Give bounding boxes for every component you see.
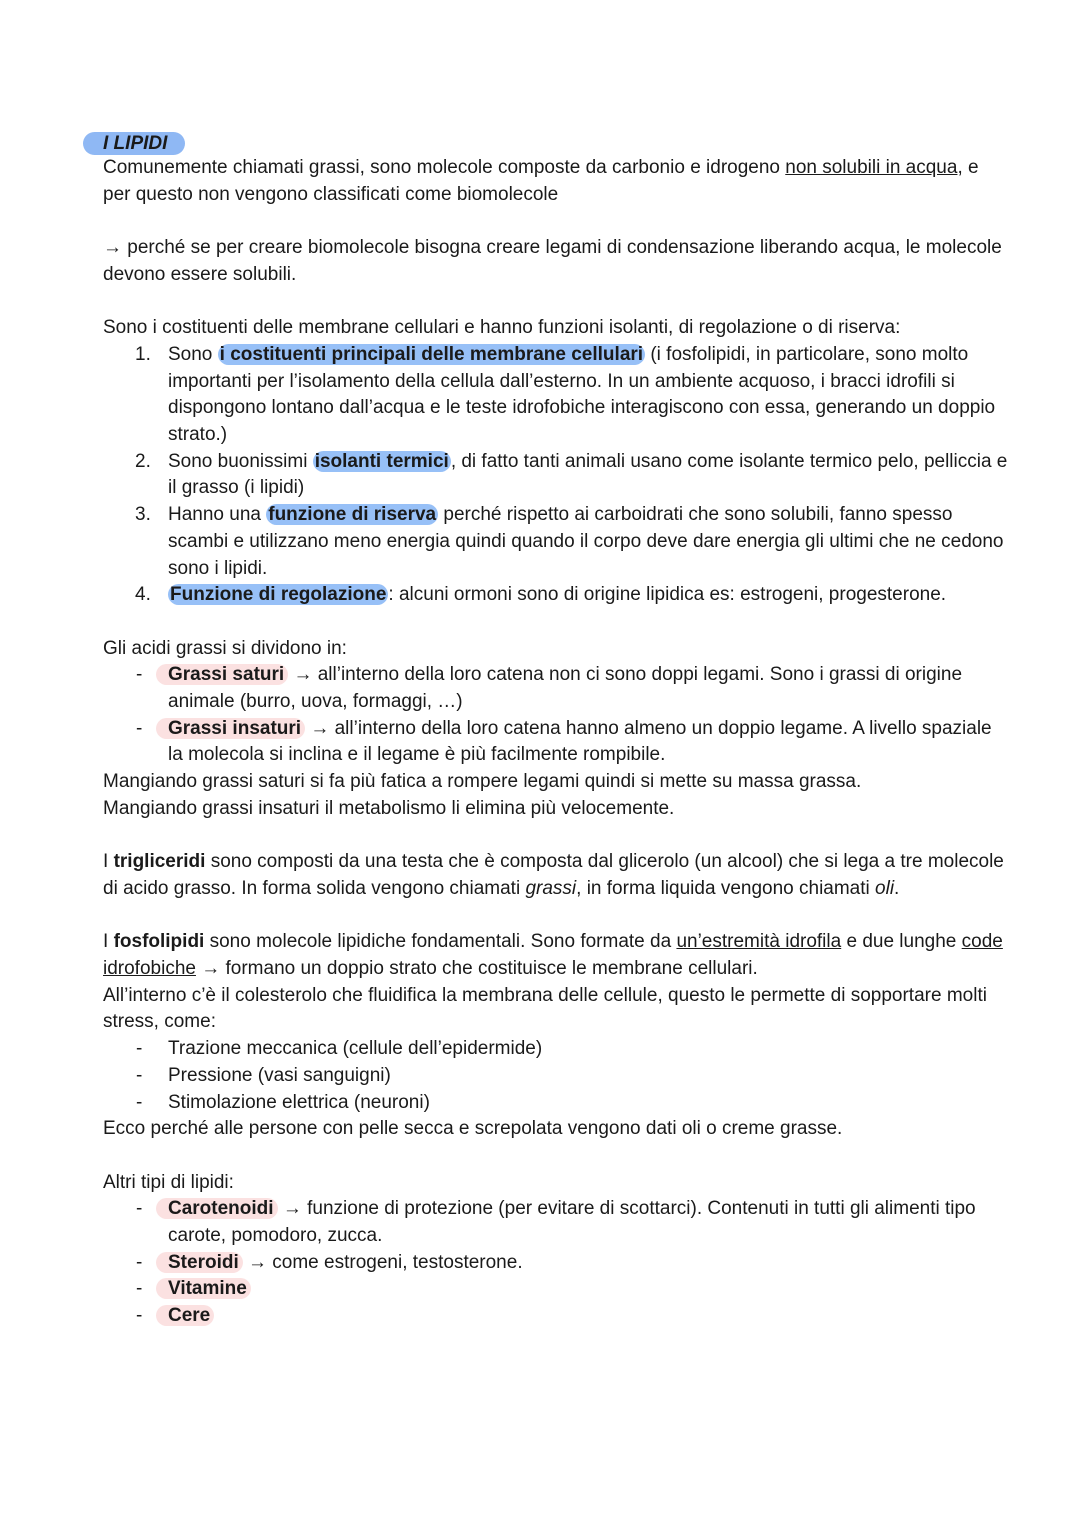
list-item: 2. Sono buonissimi isolanti termici , di fatto tanti animali usano come isolante termico pelo, pelliccia e il grasso (i lipidi) (135, 450, 1008, 499)
fatty-acids-note: Mangiando grassi insaturi il metabolismo li elimina più velocemente. (103, 797, 675, 819)
list-item: - Grassi saturi → all’interno della loro catena non ci sono doppi legami. Sono i grassi di origine animale (burro, uova, formaggi, …) (136, 664, 963, 713)
list-item: - Steroidi → come estrogeni, testosterone. (136, 1251, 523, 1273)
stress-list (103, 1036, 1010, 1116)
highlight: Vitamine (156, 1278, 251, 1299)
section-title: I LIPIDI (83, 132, 185, 155)
highlight: Cere (156, 1305, 214, 1326)
list-item: - Vitamine (103, 1276, 1010, 1303)
highlight: funzione di riserva (268, 504, 437, 526)
highlight: Carotenoidi (156, 1198, 278, 1219)
highlight: Steroidi (156, 1252, 243, 1273)
list-item: - Stimolazione elettrica (neuroni) (136, 1091, 430, 1113)
functions-lead: Sono i costituenti delle membrane cellulari e hanno funzioni isolanti, di regolazione o di riserva: (103, 317, 901, 339)
fatty-acids-lead: Gli acidi grassi si dividono in: (103, 637, 347, 659)
highlight: isolanti termici (314, 450, 449, 472)
fatty-acids-list (103, 662, 1010, 769)
functions-list (103, 342, 1010, 609)
other-lipids-list (103, 1196, 1010, 1330)
intro-paragraph: Comunemente chiamati grassi, sono molecole composte da carbonio e idrogeno non solubili in acqua, e per questo non vengono classificati come biomolecole (103, 157, 979, 205)
fatty-acids-note: Mangiando grassi saturi si fa più fatica a rompere legami quindi si mette su massa grassa. (103, 771, 862, 793)
arrow-note: → perché se per creare biomolecole bisogna creare legami di condensazione liberando acqua, le molecole devono essere solubili. (103, 237, 1002, 285)
list-item: - Grassi insaturi → all’interno della loro catena hanno almeno un doppio legame. A livello spaziale la molecola si inclina e il legame è più facilmente rompibile. (136, 717, 992, 766)
highlight: Grassi insaturi (156, 718, 305, 739)
list-item: - Trazione meccanica (cellule dell’epidermide) (136, 1038, 543, 1060)
highlight: i costituenti principali delle membrane cellulari (219, 343, 644, 365)
highlight: Grassi saturi (156, 664, 288, 685)
phospholipids-paragraph: I fosfolipidi sono molecole lipidiche fondamentali. Sono formate da un’estremità idrofila e due lunghe code idrofobiche → formano un doppio strato che costituisce le membrane cellulari. All’interno c’è il colesterolo che fluidifica la membrana delle cellule, questo le permette di sopportare molti stress, come: (103, 931, 1003, 1033)
list-item: - Pressione (vasi sanguigni) (136, 1064, 391, 1086)
highlight: Funzione di regolazione (170, 584, 387, 606)
list-item: - Cere (103, 1303, 1010, 1330)
list-item: 4. Funzione di regolazione : alcuni ormoni sono di origine lipidica es: estrogeni, progesterone. (135, 584, 947, 606)
phospholipids-note: Ecco perché alle persone con pelle secca e screpolata vengono dati oli o creme grasse. (103, 1118, 843, 1140)
other-lipids-lead: Altri tipi di lipidi: (103, 1171, 234, 1193)
underlined-term: non solubili in acqua (785, 157, 958, 178)
list-item: 3. Hanno una funzione di riserva perché rispetto ai carboidrati che sono solubili, fanno spesso scambi e utilizzano meno energia quindi quando il corpo deve dare energia gli ultimi che ne cedono sono i lipidi. (135, 504, 1004, 579)
list-item: 1. Sono i costituenti principali delle membrane cellulari (i fosfolipidi, in particolare, sono molto importanti per l’isolamento della cellula dall’esterno. In un ambiente acquoso, i bracci idrofili si dispongono lontano dall’acqua e le teste idrofobiche interagiscono con essa, generando un doppio strato.) (135, 343, 996, 445)
list-item: - Carotenoidi → funzione di protezione (per evitare di scottarci). Contenuti in tutti gli alimenti tipo carote, pomodoro, zucca. (136, 1198, 976, 1247)
triglycerides-paragraph: I trigliceridi sono composti da una testa che è composta dal glicerolo (un alcool) che si lega a tre molecole di acido grasso. In forma solida vengono chiamati grassi, in forma liquida vengono chiamati oli. (103, 851, 1004, 899)
